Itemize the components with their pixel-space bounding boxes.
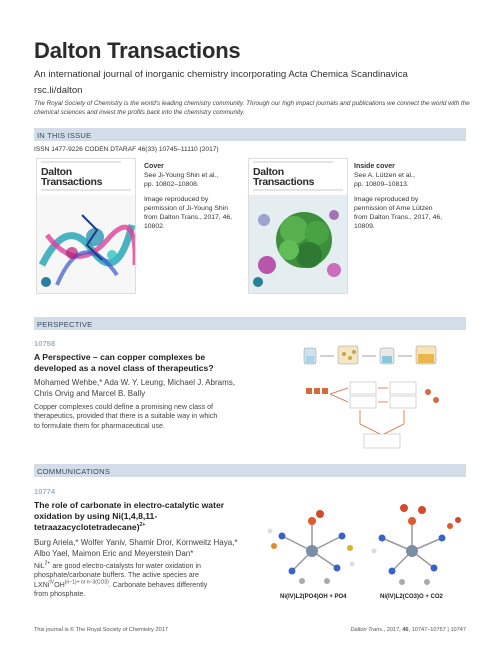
authors-line: Chris Orvig and Marcel B. Bally bbox=[34, 388, 146, 398]
issn-line: ISSN 1477-9226 CODEN DTARAF 46(33) 10745–11110 (2017) bbox=[34, 146, 219, 153]
inside-cover-credit-line: Image reproduced by bbox=[354, 196, 419, 203]
authors-line: Albo Yael, Maimon Eric and Meyerstein Dan* bbox=[34, 548, 194, 558]
rsc-logo-icon bbox=[41, 277, 51, 287]
inside-cover-caption bbox=[354, 162, 442, 231]
inside-cover-heading: Inside cover bbox=[354, 163, 395, 170]
charge-superscript: 2+ bbox=[44, 560, 51, 567]
perspective-authors bbox=[34, 378, 235, 399]
charge-superscript: 2+ bbox=[139, 522, 146, 529]
cover-credit-line: from Dalton Trans., 2017, 46, bbox=[144, 214, 233, 221]
cover-rule bbox=[41, 189, 131, 191]
cover-credit-line: Image reproduced by bbox=[144, 196, 209, 203]
perspective-page-number[interactable]: 10758 bbox=[34, 339, 56, 348]
inside-cover-see-line: See A. Lützen et al., bbox=[354, 172, 415, 179]
journal-description: The Royal Society of Chemistry is the world's leading chemistry community. Through our high impact journals and publications we connect the world with the chemical sciences and invest the profits back into the chemistry community. bbox=[34, 100, 470, 116]
cover-image[interactable] bbox=[36, 158, 136, 294]
footer-citation bbox=[350, 627, 466, 633]
cover-title-line: Transactions bbox=[41, 176, 103, 188]
abstract-text: . Carbonate behaves differently bbox=[108, 580, 208, 589]
inside-cover-artwork bbox=[249, 195, 348, 294]
footer-page-number: 10747 bbox=[450, 627, 466, 633]
graphic-label-right: Ni(IV)L2(CO3)O + CO2 bbox=[380, 594, 443, 600]
footer-pages: , 10747–10757 bbox=[408, 627, 446, 633]
abstract-text: are good electro-catalysts for water oxidation in bbox=[50, 562, 201, 570]
cover-title-line: Dalton bbox=[253, 166, 284, 178]
journal-subtitle: An international journal of inorganic chemistry incorporating Acta Chemica Scandinavica bbox=[34, 69, 408, 80]
authors-line: Mohamed Wehbe,* Ada W. Y. Leung, Michael J. Abrams, bbox=[34, 378, 236, 387]
communication-abstract bbox=[34, 562, 207, 599]
abstract-line: to formulate them for pharmaceutical use. bbox=[34, 421, 165, 430]
oxidation-state-superscript: IV bbox=[49, 579, 55, 586]
journal-url[interactable]: rsc.li/dalton bbox=[34, 85, 83, 96]
cover-heading: Cover bbox=[144, 163, 164, 170]
inside-cover-credit-line: permission of Arne Lützen bbox=[354, 205, 433, 212]
abstract-line: from phosphate. bbox=[34, 589, 86, 598]
molecule-left-icon bbox=[268, 510, 355, 584]
title-line: developed as a novel class of therapeutics? bbox=[34, 363, 214, 373]
cover-title-line: Transactions bbox=[253, 176, 315, 188]
cover-see-line: See Ji-Young Shin et al., bbox=[144, 172, 219, 179]
abstract-line: Copper complexes could define a promising new class of bbox=[34, 403, 214, 411]
cover-title-line: Dalton bbox=[41, 166, 72, 178]
formula-text: LXNi bbox=[34, 580, 50, 589]
cover-pages: pp. 10802–10808. bbox=[144, 181, 199, 188]
section-bar-communications: COMMUNICATIONS bbox=[34, 464, 466, 477]
cover-credit-line: 10802. bbox=[144, 223, 165, 230]
communication-graphical-abstract[interactable] bbox=[262, 496, 468, 606]
molecule-right-icon bbox=[372, 504, 462, 585]
perspective-graphical-abstract[interactable] bbox=[300, 338, 466, 454]
rsc-logo-icon bbox=[253, 277, 263, 287]
inside-cover-credit-line: from Dalton Trans., 2017, 46, bbox=[354, 214, 443, 221]
graphic-label-left: Ni(IV)L2(PO4)OH + PO4 bbox=[280, 594, 347, 600]
perspective-title[interactable] bbox=[34, 352, 214, 374]
abstract-line: phosphate/carbonate buffers. The active species are bbox=[34, 571, 199, 580]
authors-line: Burg Ariela,* Wolfer Yaniv, Shamir Dror, Kornweitz Haya,* bbox=[34, 538, 238, 547]
communication-title[interactable] bbox=[34, 500, 224, 533]
formula-text: OH bbox=[54, 580, 65, 589]
cover-title bbox=[41, 167, 102, 187]
footer-journal: Dalton Trans. bbox=[350, 627, 384, 633]
cover-rule bbox=[41, 161, 121, 163]
title-line: The role of carbonate in electro-catalytic water bbox=[34, 500, 225, 510]
title-line: tetraazacyclotetradecane) bbox=[34, 522, 140, 532]
charge-superscript: (n−1)+ or n−3(CO3) bbox=[64, 579, 109, 586]
cover-rule bbox=[253, 189, 343, 191]
footer-copyright: This journal is © The Royal Society of Chemistry 2017 bbox=[34, 627, 168, 633]
section-bar-in-this-issue: IN THIS ISSUE bbox=[34, 128, 466, 141]
title-line: oxidation by using Ni(1,4,8,11- bbox=[34, 511, 158, 521]
footer-separator: | bbox=[445, 627, 451, 633]
footer-year: , 2017, bbox=[383, 627, 403, 633]
title-line: A Perspective – can copper complexes be bbox=[34, 352, 206, 362]
cover-artwork bbox=[37, 195, 136, 294]
communication-authors bbox=[34, 538, 238, 559]
perspective-abstract bbox=[34, 403, 217, 431]
abstract-line: therapeutics, provided that there is a suitable way in which bbox=[34, 412, 218, 421]
cover-rule bbox=[253, 161, 333, 163]
inside-cover-image[interactable] bbox=[248, 158, 348, 294]
section-bar-perspective: PERSPECTIVE bbox=[34, 317, 466, 330]
inside-cover-pages: pp. 10809–10813. bbox=[354, 181, 409, 188]
inside-cover-credit-line: 10809. bbox=[354, 223, 375, 230]
communication-page-number[interactable]: 10774 bbox=[34, 487, 56, 496]
cover-credit-line: permission of Ji-Young Shin bbox=[144, 205, 229, 212]
cover-caption bbox=[144, 162, 232, 231]
formula-text: NiL bbox=[34, 562, 45, 570]
journal-title: Dalton Transactions bbox=[34, 38, 241, 63]
cover-title bbox=[253, 167, 314, 187]
footer-volume: 46 bbox=[402, 627, 409, 633]
